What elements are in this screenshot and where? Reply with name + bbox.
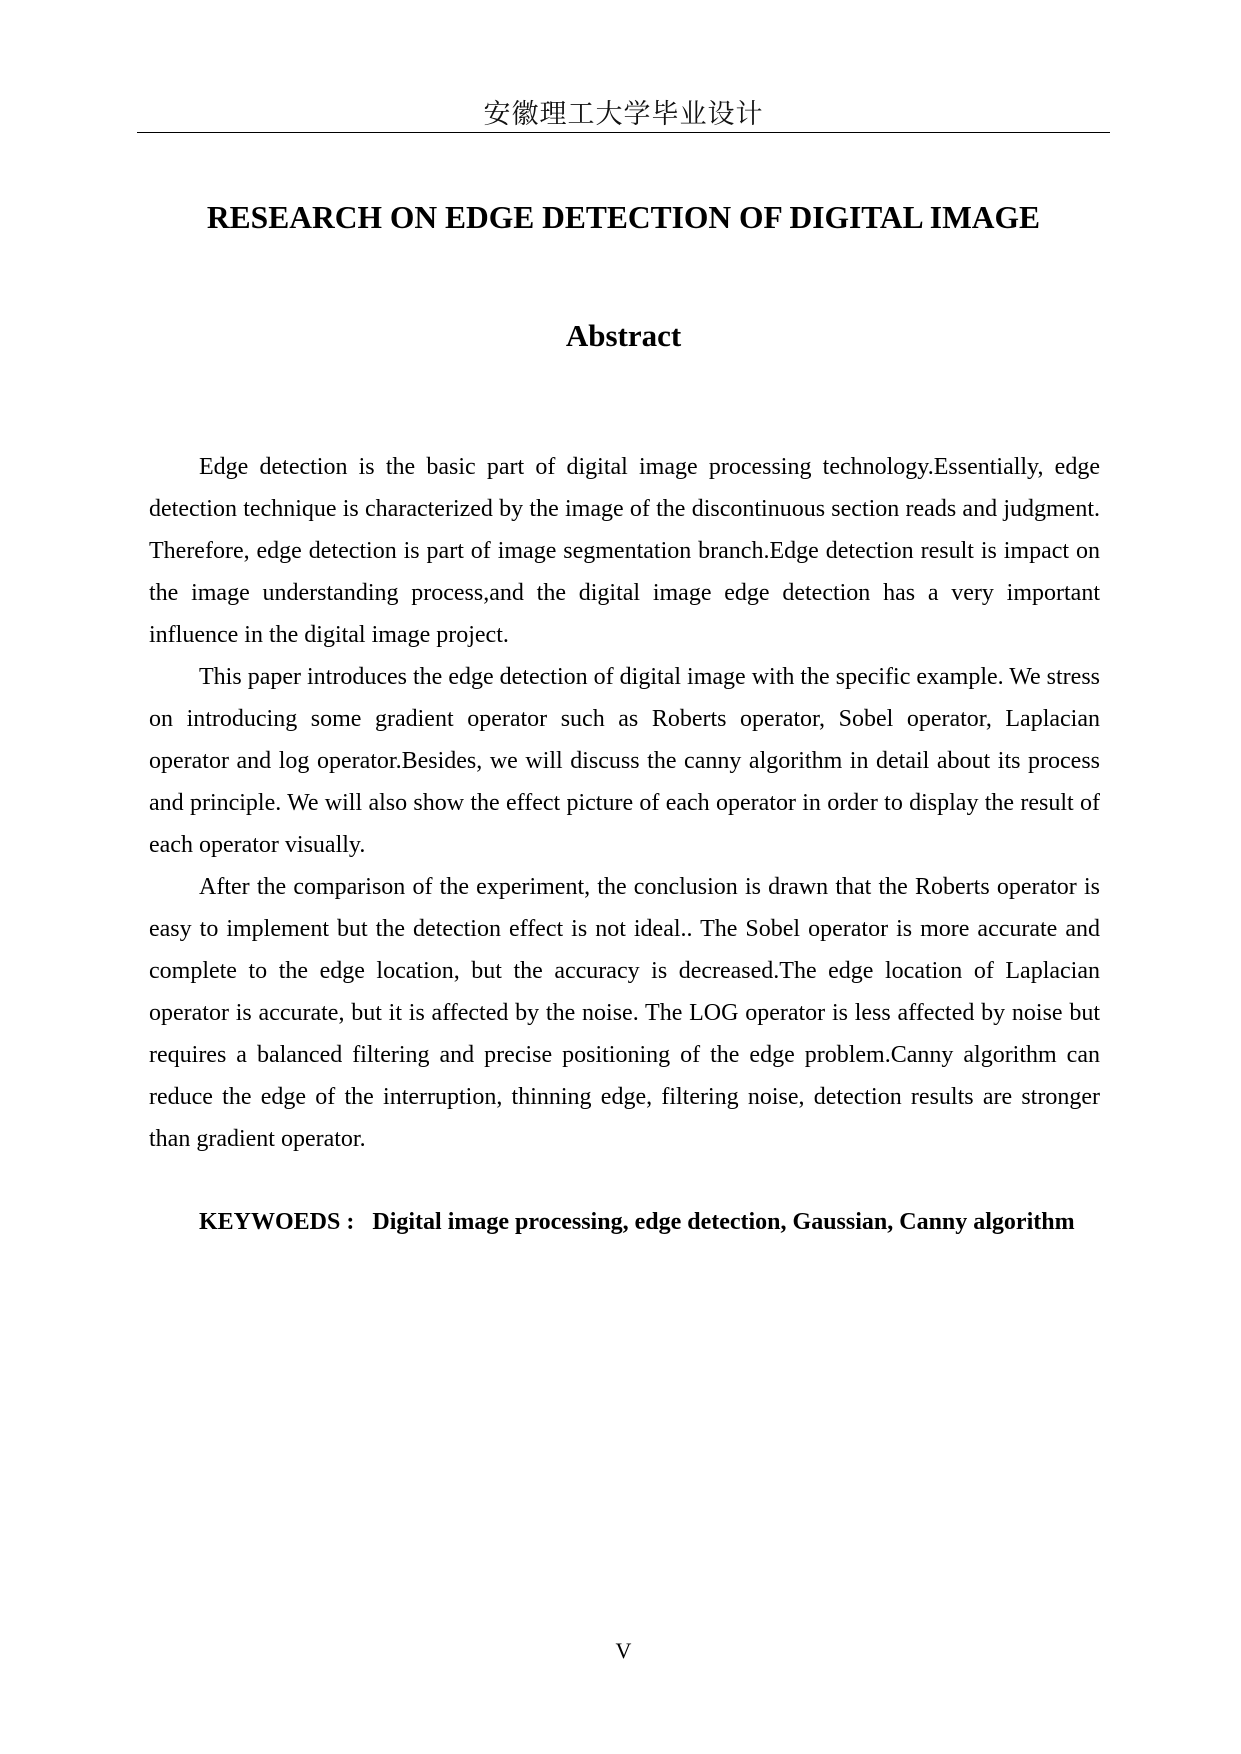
keywords [149, 1201, 1100, 1243]
keywords-text: Digital image processing, edge detection, Gaussian, Canny algorithm [372, 1209, 1075, 1235]
paper-title: RESEARCH ON EDGE DETECTION OF DIGITAL IMAGE [206, 200, 1041, 235]
abstract-paragraph-2: This paper introduces the edge detection of digital image with the specific example. We stress on introducing some gradient operator such as Roberts operator, Sobel operator, Laplacian operator and log operator.Besides, we will discuss the canny algorithm in detail about its process and principle. We will also show the effect picture of each operator in order to display the result of each operator visually. [149, 664, 1100, 858]
running-header: 安徽理工大学毕业设计 [483, 99, 764, 130]
page-number: V [615, 1638, 632, 1663]
abstract-heading: Abstract [565, 318, 682, 353]
abstract-paragraph-3: After the comparison of the experiment, the conclusion is drawn that the Roberts operator is easy to implement but the detection effect is not ideal.. The Sobel operator is more accurate and complete to the edge location, but the accuracy is decreased.The edge location of Laplacian operator is accurate, but it is affected by the noise. The LOG operator is less affected by noise but requires a balanced filtering and precise positioning of the edge problem.Canny algorithm can reduce the edge of the interruption, thinning edge, filtering noise, detection results are stronger than gradient operator. [149, 874, 1100, 1152]
abstract-paragraph-1: Edge detection is the basic part of digital image processing technology.Essentially, edge detection technique is characterized by the image of the discontinuous section reads and judgment. Therefore, edge detection is part of image segmentation branch.Edge detection result is impact on the image understanding process,and the digital image edge detection has a very important influence in the digital image project. [149, 454, 1100, 648]
abstract-body [149, 446, 1100, 1160]
header-divider [137, 132, 1110, 133]
keywords-label: KEYWOEDS : [199, 1209, 355, 1235]
